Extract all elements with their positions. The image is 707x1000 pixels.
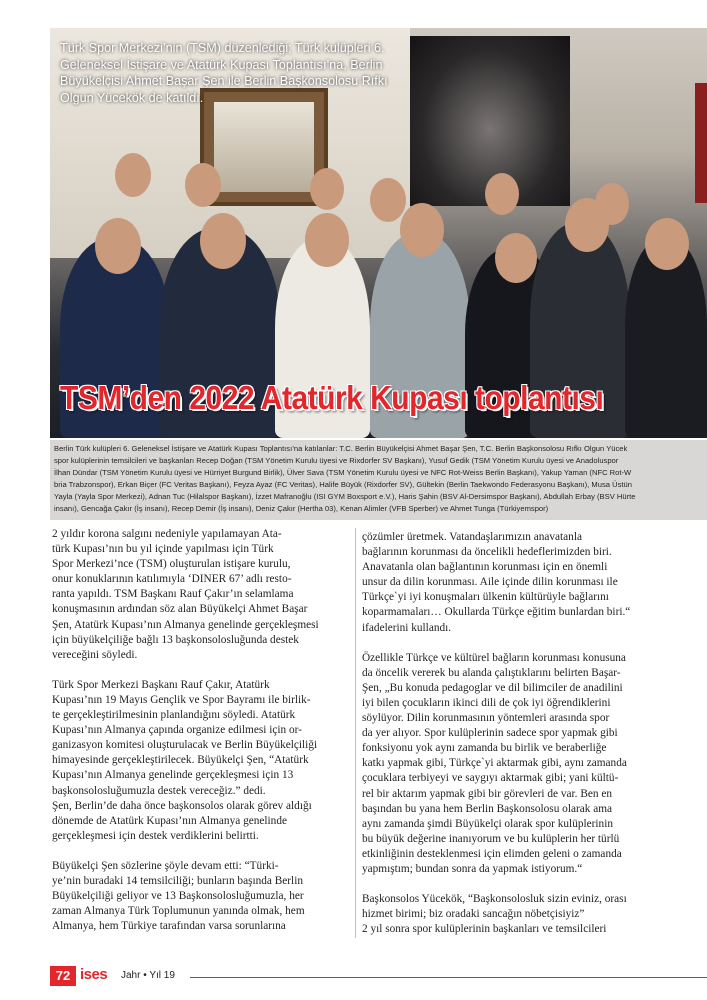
photo-caption-line: insanı), Gencağa Çakır (İş insanı), Recep Demir (İş insanı), Deniz Çakır (Hertha 03), Kenan Alimler (VFB Sperber) ve Ahmet Tunga (Türkiyemspor) [54, 504, 549, 514]
article-line: vereceğini söyledi. [52, 648, 138, 661]
photo-caption-line: spor kulüplerinin temsilcileri ve başkanları Recep Doğan (TSM Yönetim Kurulu üyesi ve Rixdorfer SV Başkanı), Yusuf Gedik (TSM Yönetim Kurulu üyesi ve Anadoluspor [54, 456, 619, 466]
article-line: koparmamaları… Okullarda Türkçe eğitim bunlardan biri.“ [362, 606, 631, 619]
article-line: çocuklara terbiyeyi ve saygıyı aktarmak gibi; yani kültü- [362, 772, 619, 785]
page-footer [0, 960, 707, 1000]
article-column-right [362, 530, 668, 952]
article-line: 2 yıldır korona salgını nedeniyle yapılamayan Ata- [52, 528, 282, 540]
article-paragraph [52, 678, 358, 844]
article-line: bu büyük değerine inanıyorum ve bu kulüplerin her türlü [362, 832, 620, 845]
article-line: ye’nin buradaki 14 temsilciliği; bunların başında Berlin [52, 874, 303, 887]
article-line: Şen, „Bu konuda pedagoglar ve dil bilimciler de anadilini [362, 681, 623, 694]
article-line: iyi bilen çocukların ikinci dili de çok iyi öğrendiklerini [362, 696, 611, 709]
article-paragraph [52, 859, 358, 934]
article-line: hizmet birimi; biz oradaki sancağın nöbetçisiyiz” [362, 908, 585, 921]
article-line: Kupası’nın 19 Mayıs Gençlik ve Spor Bayramı ile birlik- [52, 693, 311, 706]
article-line: Başkonsolos Yücekök, “Başkonsolosluk sizin eviniz, orası [362, 893, 627, 906]
photo-caption-line: İlhan Dündar (TSM Yönetim Kurulu üyesi ve Hürriyet Burgund Birlik), Ülver Sava (TSM Yönetim Kurulu üyesi ve NFC Rot-Weiss Berlin Başkanı), Yakup Yaman (NFC Rot-W [54, 468, 632, 478]
article-line: Şen, Atatürk Kupası’nın Almanya genelinde gerçekleşmesi [52, 618, 319, 631]
issue-label: Jahr • Yıl 19 [121, 970, 175, 981]
photo-caption-line: Yayla (Yayla Spor Merkezi), Adnan Tuc (Hilalspor Başkanı), İzzet Mafranoğlu (ISI GYM Boxsport e.V.), Haris Şahin (BSV Al-Dersimspor Başkanı), Abdullah Erbay (BSV Hürte [54, 492, 636, 502]
photo-overlay-caption: Türk Spor Merkezi’nin (TSM) düzenlediği; Türk kulüpleri 6. Geleneksel İstişare ve Atatürk Kupası Toplantısı’na, Berlin Büyükelçisi Ahmet Başar Şen ile Berlin Başkonsolosu Rıfkı Olgun Yücekök de katıldı. [60, 41, 388, 105]
article-line: dönemde de Atatürk Kupası’nın Almanya genelinde [52, 814, 287, 827]
article-paragraph [362, 530, 668, 636]
article-paragraph [52, 527, 358, 663]
article-line: Büyükelçi Şen sözlerine şöyle devam etti: “Türki- [52, 859, 279, 872]
article-line: Büyükelçiliği geliyor ve 13 Başkonsolosluğumuzla, her [52, 890, 304, 903]
article-line: fonksiyonu yok aynı zamanda bu birlik ve beraberliğe [362, 742, 607, 755]
article-line: başkonsolosluğumuzla destek vereceğiz.” dedi. [52, 784, 266, 797]
article-line: unsur da dilin korunması. Aile içinde dilin korunması ile [362, 576, 618, 589]
article-line: ganizasyon komitesi oluşturulacak ve Berlin Büyükelçiliği [52, 739, 318, 752]
article-line: Türkçe`yi iyi konuşmaları ülkenin kültürüyle bağlarını [362, 591, 609, 604]
article-line: da yer alıyor. Spor kulüplerinin sadece spor yapmak gibi [362, 727, 618, 740]
article-line: aynı zamanda şimdi Büyükelçi olarak spor kulüplerinin [362, 817, 613, 830]
article-line: Almanya, hem Türkiye tarafından varsa sorunlarına [52, 920, 286, 933]
article-line: çözümler üretmek. Vatandaşlarımızın anavatanla [362, 531, 582, 543]
article-line: rel bir aktarım yapmak gibi bir görevleri de var. Ben en [362, 787, 613, 800]
article-line: bağlarının korunması da öncelikli hedeflerimizden biri. [362, 546, 612, 559]
column-divider [355, 528, 356, 938]
article-paragraph [362, 651, 668, 877]
article-line: himayesinde gerçekleştirilecek. Büyükelçi Şen, “Atatürk [52, 754, 309, 767]
article-line: da öncelik vererek bu alanda çalıştıklarını belirten Başar- [362, 666, 621, 679]
article-line: onur konuklarının katılımıyla ‘DINER 67’ adlı resto- [52, 573, 292, 586]
article-line: ranta yapıldı. TSM Başkanı Rauf Çakır’ın selamlama [52, 588, 294, 601]
photo-caption-line: Berlin Türk kulüpleri 6. Geleneksel İstişare ve Atatürk Kupası Toplantısı’na katılanlar: T.C. Berlin Büyükelçisi Ahmet Başar Şen, T.C. Berlin Başkonsolosu Rıfkı Olgun Yücek [54, 444, 628, 453]
photo-caption-line: bria Trabzonspor), Erkan Biçer (FC Veritas Başkanı), Feyza Ayaz (FC Veritas), Halife Büyük (Rixdorfer SV), Gültekin (Berlin Taekwondo Federasyonu Başkanı), Musa Üstün [54, 480, 632, 490]
article-line: Şen, Berlin’de daha önce başkonsolos olarak görev aldığı [52, 799, 312, 812]
article-line: Özellikle Türkçe ve kültürel bağların korunması konusuna [362, 651, 626, 664]
article-line: yapmıştım; bundan sonra da yapmak istiyorum.“ [362, 862, 583, 875]
article-line: Kupası’nın Almanya genelinde gerçekleşmesi için 13 [52, 769, 294, 782]
article-line: Kupası’nın Almanya çapında organize edilmesi için or- [52, 724, 302, 737]
article-line: etkinliğinin desteklenmesi için elimden geleni o zamanda [362, 847, 622, 860]
article-line: türk Kupası’nın bu yıl içinde yapılması için Türk [52, 543, 274, 556]
article-column-left [52, 527, 358, 949]
article-line: katkı yapmak gibi, Türkçe`yi aktarmak gibi, aynı zamanda [362, 757, 627, 770]
article-paragraph [362, 892, 668, 937]
article-line: için büyükelçiliğe bağlı 13 başkonsolosluğunda destek [52, 633, 299, 646]
photo-caption-box [50, 440, 707, 520]
article-line: başından bu yana hem Berlin Başkonsolosu olarak ama [362, 802, 613, 815]
article-line: Türk Spor Merkezi Başkanı Rauf Çakır, Atatürk [52, 678, 270, 691]
hero-photo [50, 28, 707, 438]
article-line: 2 yıl sonra spor kulüplerinin başkanları ve temsilcileri [362, 923, 607, 936]
article-line: Anavatanla olan bağlantının korunması için en önemli [362, 561, 608, 574]
article-line: söylüyor. Dilin korunmasının yöntemleri arasında spor [362, 712, 610, 725]
article-line: gerçekleşmesi için destek verdiklerini belirtti. [52, 829, 259, 842]
article-line: te gerçekleştirilmesinin planlandığını söyledi. Atatürk [52, 709, 296, 722]
article-line: zaman Almanya Türk Toplumunun yanında olmak, hem [52, 905, 305, 918]
article-headline: TSM’den 2022 Atatürk Kupası toplantısı [60, 380, 604, 417]
article-line: Spor Merkezi’nce (TSM) oluşturulan istişare kurulu, [52, 558, 291, 571]
magazine-logo: ises [80, 966, 108, 983]
article-line: ifadelerini kullandı. [362, 621, 452, 634]
article-line: konuşmasının ardından söz alan Büyükelçi Ahmet Başar [52, 603, 308, 616]
page-number: 72 [50, 966, 76, 986]
footer-rule [190, 977, 707, 978]
